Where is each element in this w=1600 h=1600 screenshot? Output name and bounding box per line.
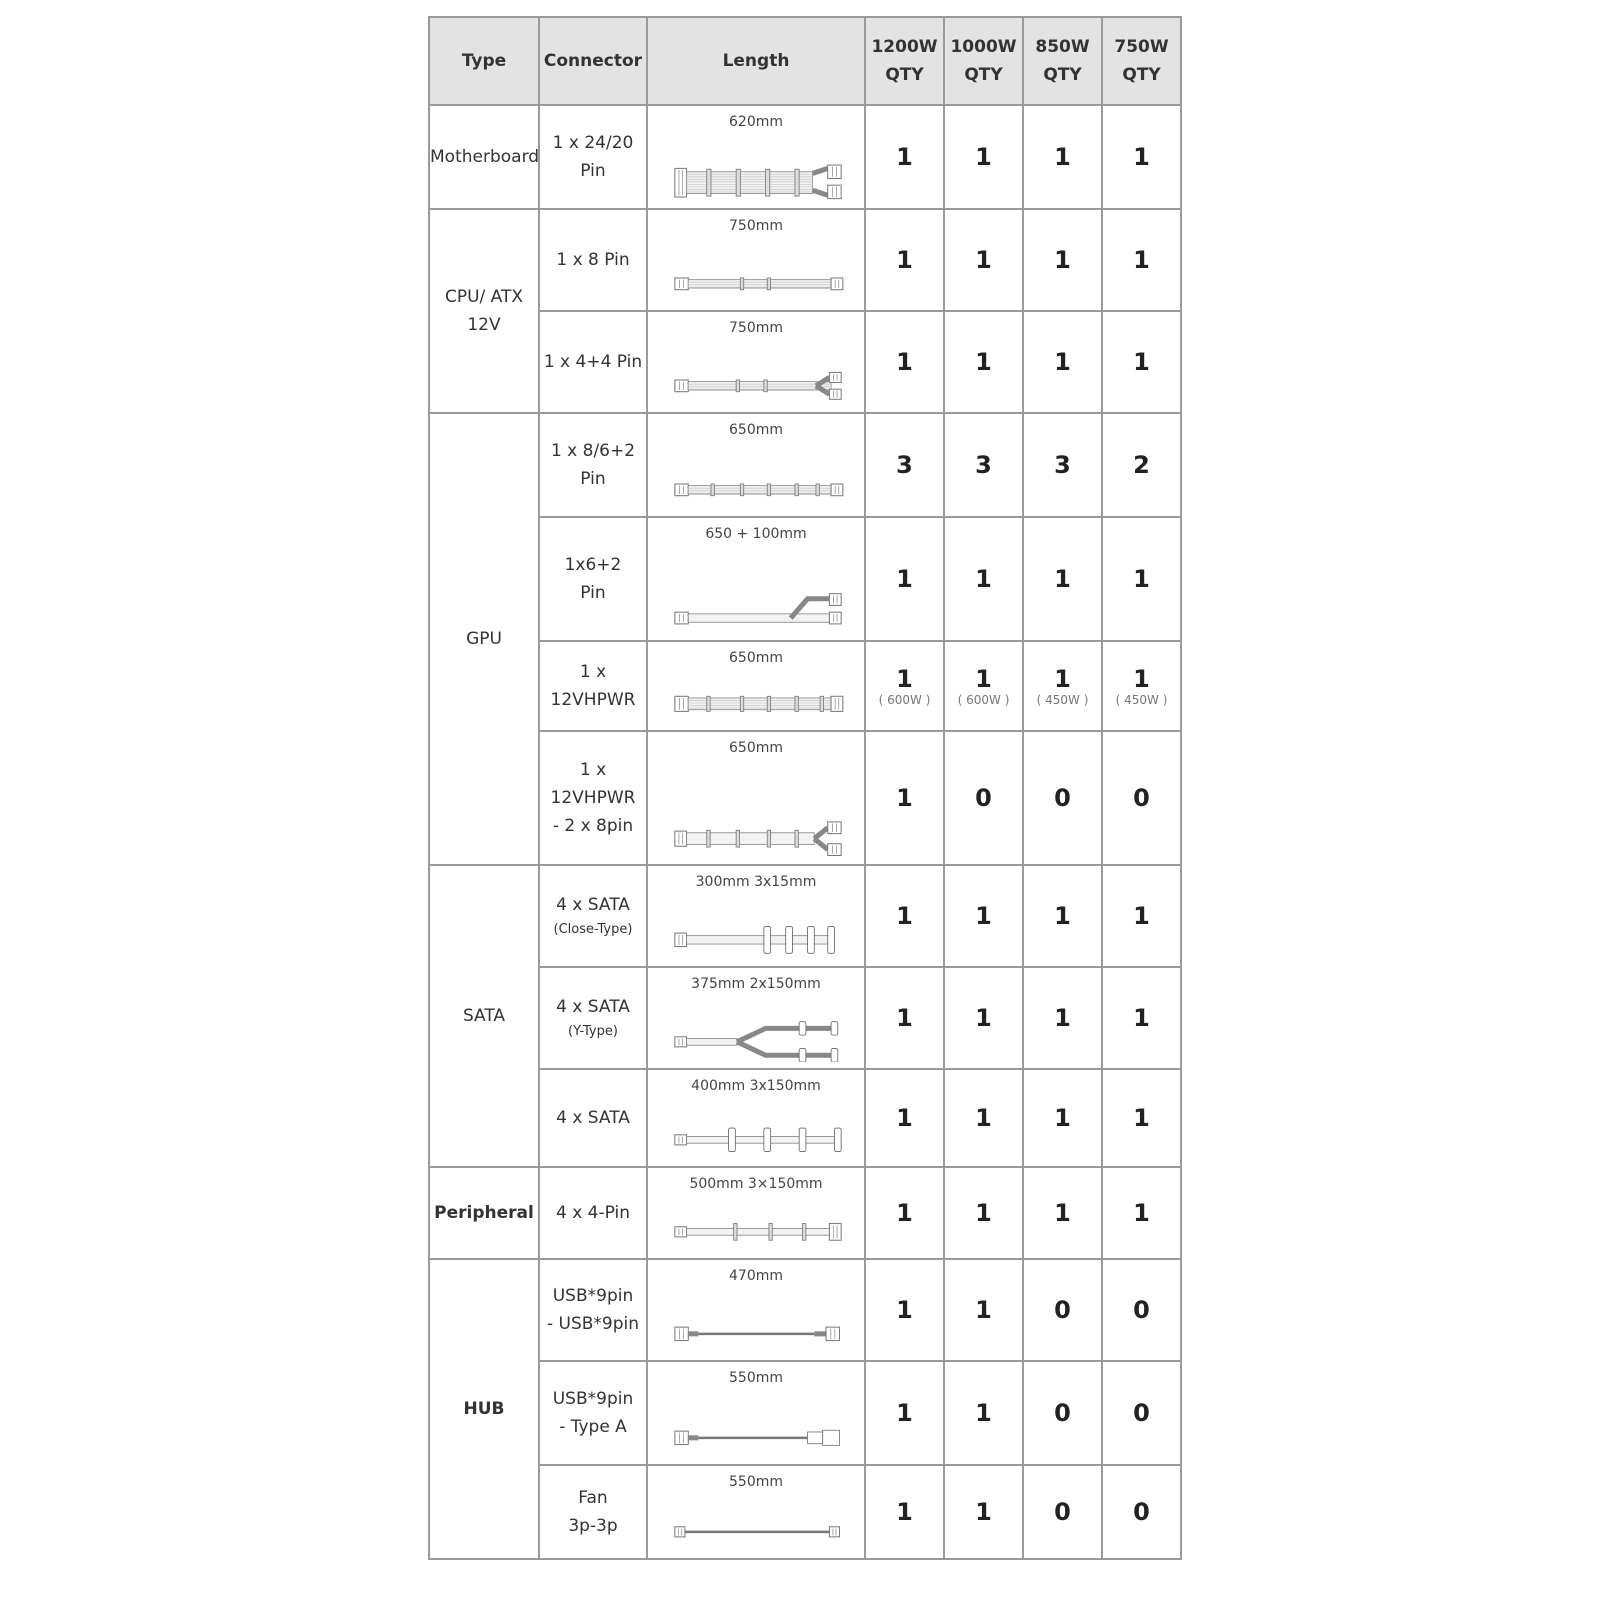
connector-cell — [539, 865, 647, 967]
qty-cell-1000w — [944, 1361, 1023, 1465]
length-cell — [647, 413, 865, 517]
qty-value: 1 — [975, 902, 992, 930]
table-row — [429, 413, 1181, 517]
connector-label: 1 x 4+4 Pin — [543, 352, 643, 372]
qty-cell-1200w — [865, 641, 944, 731]
qty-cell-1000w — [944, 413, 1023, 517]
usb9pin-cable-icon — [656, 1312, 860, 1354]
qty-cell-750w — [1102, 311, 1181, 413]
qty-value: 1 — [975, 665, 992, 693]
12vhpwr-cable-icon — [656, 682, 860, 724]
connector-label: USB*9pin - Type A — [552, 1389, 634, 1437]
qty-value: 3 — [1054, 451, 1071, 479]
qty-value: 0 — [1054, 1399, 1071, 1427]
connector-label: 4 x 4-Pin — [555, 1203, 630, 1223]
connector-label: 4 x SATA — [556, 1108, 630, 1128]
qty-value: 1 — [975, 1399, 992, 1427]
qty-value: 0 — [1133, 1399, 1150, 1427]
qty-value: 1 — [1133, 902, 1150, 930]
qty-cell-1200w — [865, 1361, 944, 1465]
qty-cell-850w — [1023, 1069, 1102, 1167]
qty-cell-750w — [1102, 1167, 1181, 1259]
length-label: 500mm 3×150mm — [689, 1176, 823, 1192]
qty-cell-1200w — [865, 1259, 944, 1361]
qty-cell-850w — [1023, 1167, 1102, 1259]
qty-cell-750w — [1102, 413, 1181, 517]
type-label: HUB — [463, 1399, 505, 1419]
connector-label: 1 x 24/20 Pin — [552, 133, 634, 181]
length-label: 550mm — [729, 1370, 783, 1386]
qty-value: 1 — [896, 1104, 913, 1132]
qty-value: 1 — [1054, 665, 1071, 693]
connector-label: 4 x SATA — [556, 895, 630, 915]
qty-value: 1 — [975, 1199, 992, 1227]
connector-label: 1 x 12VHPWR — [550, 662, 636, 710]
qty-cell-750w — [1102, 731, 1181, 865]
qty-value: 1 — [896, 246, 913, 274]
qty-value: 1 — [975, 143, 992, 171]
qty-value: 1 — [1054, 565, 1071, 593]
connector-cell — [539, 105, 647, 209]
qty-cell-850w — [1023, 209, 1102, 311]
qty-value: 1 — [1054, 348, 1071, 376]
sata-y-type-cable-icon — [656, 1020, 860, 1062]
length-label: 750mm — [729, 320, 783, 336]
cpu-4plus4-cable-icon — [656, 364, 860, 406]
qty-cell-1200w — [865, 731, 944, 865]
qty-value: 1 — [1133, 665, 1150, 693]
qty-value: 1 — [1054, 902, 1071, 930]
length-cell — [647, 105, 865, 209]
qty-value: 1 — [896, 348, 913, 376]
table-row — [429, 967, 1181, 1069]
qty-value: 1 — [896, 902, 913, 930]
length-cell — [647, 311, 865, 413]
length-label: 550mm — [729, 1474, 783, 1490]
type-label: CPU/ ATX 12V — [444, 287, 524, 335]
qty-cell-750w — [1102, 865, 1181, 967]
qty-value: 1 — [896, 665, 913, 693]
cpu-8pin-cable-icon — [656, 262, 860, 304]
qty-cell-1000w — [944, 209, 1023, 311]
qty-cell-750w — [1102, 967, 1181, 1069]
connector-label: 4 x SATA — [556, 997, 630, 1017]
length-cell — [647, 731, 865, 865]
connector-cell — [539, 967, 647, 1069]
atx-24pin-cable-icon — [656, 160, 860, 202]
qty-cell-1200w — [865, 1069, 944, 1167]
length-cell — [647, 1069, 865, 1167]
header-qty-850w: 850W QTY — [1023, 17, 1102, 105]
connector-label: Fan 3p-3p — [568, 1488, 618, 1536]
connector-subtype: (Y-Type) — [568, 1024, 618, 1039]
qty-cell-850w — [1023, 731, 1102, 865]
type-label: GPU — [466, 629, 502, 649]
connector-cell — [539, 1465, 647, 1559]
table-row — [429, 1069, 1181, 1167]
qty-value: 1 — [975, 1104, 992, 1132]
type-cell — [429, 865, 539, 1167]
type-label: Motherboard — [430, 147, 540, 167]
qty-value: 1 — [1054, 1104, 1071, 1132]
qty-value: 1 — [1054, 143, 1071, 171]
qty-cell-750w — [1102, 209, 1181, 311]
qty-cell-1000w — [944, 731, 1023, 865]
table-row — [429, 865, 1181, 967]
connector-cell — [539, 311, 647, 413]
qty-cell-750w — [1102, 1465, 1181, 1559]
qty-cell-1200w — [865, 865, 944, 967]
qty-cell-1000w — [944, 105, 1023, 209]
qty-cell-1200w — [865, 209, 944, 311]
qty-value: 1 — [1133, 565, 1150, 593]
qty-cell-1000w — [944, 1167, 1023, 1259]
qty-value: 1 — [896, 784, 913, 812]
qty-cell-1000w — [944, 865, 1023, 967]
qty-value: 0 — [1133, 1498, 1150, 1526]
sata-close-type-cable-icon — [656, 918, 860, 960]
qty-cell-750w — [1102, 105, 1181, 209]
connector-cell — [539, 517, 647, 641]
length-cell — [647, 1167, 865, 1259]
type-label: Peripheral — [434, 1203, 534, 1223]
qty-cell-1200w — [865, 311, 944, 413]
length-cell — [647, 967, 865, 1069]
qty-note: ( 600W ) — [878, 693, 931, 707]
qty-cell-1000w — [944, 517, 1023, 641]
qty-value: 1 — [1133, 1199, 1150, 1227]
qty-value: 3 — [975, 451, 992, 479]
length-cell — [647, 1259, 865, 1361]
qty-note: ( 600W ) — [957, 693, 1010, 707]
qty-cell-750w — [1102, 1259, 1181, 1361]
qty-value: 1 — [975, 565, 992, 593]
fan-3pin-cable-icon — [656, 1510, 860, 1552]
table-row — [429, 517, 1181, 641]
qty-value: 1 — [975, 1004, 992, 1032]
table-row — [429, 731, 1181, 865]
type-cell — [429, 1259, 539, 1559]
qty-value: 1 — [975, 1498, 992, 1526]
qty-value: 1 — [1133, 1004, 1150, 1032]
sata-cable-icon — [656, 1118, 860, 1160]
length-cell — [647, 517, 865, 641]
qty-cell-850w — [1023, 1361, 1102, 1465]
length-cell — [647, 1361, 865, 1465]
header-qty-1200w: 1200W QTY — [865, 17, 944, 105]
qty-value: 1 — [896, 143, 913, 171]
header-connector: Connector — [539, 17, 647, 105]
qty-value: 1 — [896, 1498, 913, 1526]
length-cell — [647, 209, 865, 311]
qty-cell-850w — [1023, 1465, 1102, 1559]
qty-value: 1 — [896, 1004, 913, 1032]
12vhpwr-2x8pin-cable-icon — [656, 816, 860, 858]
table-row — [429, 105, 1181, 209]
length-label: 650mm — [729, 422, 783, 438]
table-row — [429, 1259, 1181, 1361]
qty-cell-850w — [1023, 105, 1102, 209]
table-row — [429, 1465, 1181, 1559]
length-label: 400mm 3x150mm — [691, 1078, 821, 1094]
qty-value: 0 — [1054, 1296, 1071, 1324]
type-cell — [429, 209, 539, 413]
connector-label: 1 x 8/6+2 Pin — [550, 441, 636, 489]
type-cell — [429, 413, 539, 865]
type-label: SATA — [462, 1006, 506, 1026]
qty-value: 1 — [975, 348, 992, 376]
qty-value: 1 — [1133, 1104, 1150, 1132]
qty-cell-1200w — [865, 967, 944, 1069]
qty-cell-1200w — [865, 1167, 944, 1259]
connector-cell — [539, 209, 647, 311]
length-label: 650mm — [729, 650, 783, 666]
header-qty-750w: 750W QTY — [1102, 17, 1181, 105]
qty-value: 1 — [1054, 1004, 1071, 1032]
qty-note: ( 450W ) — [1115, 693, 1168, 707]
qty-value: 0 — [1133, 1296, 1150, 1324]
length-label: 300mm 3x15mm — [695, 874, 817, 890]
header-length: Length — [647, 17, 865, 105]
length-cell — [647, 641, 865, 731]
qty-value: 1 — [1054, 246, 1071, 274]
connector-cell — [539, 731, 647, 865]
connector-label: USB*9pin - USB*9pin — [546, 1286, 640, 1334]
qty-value: 3 — [896, 451, 913, 479]
qty-value: 1 — [896, 1399, 913, 1427]
qty-cell-1200w — [865, 517, 944, 641]
qty-cell-850w — [1023, 517, 1102, 641]
table-row — [429, 1361, 1181, 1465]
qty-value: 0 — [975, 784, 992, 812]
header-row — [429, 17, 1181, 105]
table-row — [429, 311, 1181, 413]
length-cell — [647, 865, 865, 967]
qty-cell-1000w — [944, 311, 1023, 413]
qty-value: 1 — [896, 1296, 913, 1324]
connector-cell — [539, 641, 647, 731]
qty-cell-750w — [1102, 1069, 1181, 1167]
header-qty-1000w: 1000W QTY — [944, 17, 1023, 105]
table-body — [429, 105, 1181, 1559]
qty-value: 1 — [1054, 1199, 1071, 1227]
usb9pin-typea-cable-icon — [656, 1416, 860, 1458]
connector-cell — [539, 1167, 647, 1259]
length-label: 650mm — [729, 740, 783, 756]
qty-value: 1 — [975, 1296, 992, 1324]
qty-cell-850w — [1023, 865, 1102, 967]
connector-label: 1 x 8 Pin — [556, 250, 630, 270]
qty-value: 0 — [1054, 784, 1071, 812]
type-cell — [429, 105, 539, 209]
qty-cell-1000w — [944, 641, 1023, 731]
header-type: Type — [429, 17, 539, 105]
connector-label: 1 x 12VHPWR - 2 x 8pin — [550, 760, 636, 836]
qty-cell-1000w — [944, 967, 1023, 1069]
type-cell — [429, 1167, 539, 1259]
qty-cell-1000w — [944, 1069, 1023, 1167]
qty-value: 1 — [1133, 246, 1150, 274]
qty-value: 1 — [975, 246, 992, 274]
qty-cell-750w — [1102, 641, 1181, 731]
length-label: 750mm — [729, 218, 783, 234]
qty-note: ( 450W ) — [1036, 693, 1089, 707]
qty-cell-850w — [1023, 1259, 1102, 1361]
qty-cell-1200w — [865, 105, 944, 209]
molex-cable-icon — [656, 1210, 860, 1252]
qty-value: 1 — [896, 565, 913, 593]
qty-value: 2 — [1133, 451, 1150, 479]
pcie-daisy-chain-cable-icon — [656, 592, 860, 634]
qty-cell-1200w — [865, 413, 944, 517]
table-row — [429, 209, 1181, 311]
connector-subtype: (Close-Type) — [553, 922, 633, 937]
qty-cell-1000w — [944, 1259, 1023, 1361]
connector-cell — [539, 413, 647, 517]
qty-value: 1 — [896, 1199, 913, 1227]
qty-cell-750w — [1102, 1361, 1181, 1465]
connector-cell — [539, 1259, 647, 1361]
connector-cell — [539, 1069, 647, 1167]
pcie-8pin-cable-icon — [656, 468, 860, 510]
qty-cell-850w — [1023, 641, 1102, 731]
connector-cell — [539, 1361, 647, 1465]
length-label: 470mm — [729, 1268, 783, 1284]
length-label: 650 + 100mm — [705, 526, 807, 542]
qty-cell-1000w — [944, 1465, 1023, 1559]
qty-value: 1 — [1133, 348, 1150, 376]
qty-cell-850w — [1023, 413, 1102, 517]
length-label: 375mm 2x150mm — [691, 976, 821, 992]
length-label: 620mm — [729, 114, 783, 130]
table-row — [429, 641, 1181, 731]
qty-value: 1 — [1133, 143, 1150, 171]
connector-label: 1x6+2 Pin — [564, 555, 622, 603]
table-row — [429, 1167, 1181, 1259]
qty-value: 0 — [1054, 1498, 1071, 1526]
qty-value: 0 — [1133, 784, 1150, 812]
qty-cell-750w — [1102, 517, 1181, 641]
qty-cell-850w — [1023, 311, 1102, 413]
cable-spec-table — [428, 16, 1182, 1560]
length-cell — [647, 1465, 865, 1559]
qty-cell-1200w — [865, 1465, 944, 1559]
qty-cell-850w — [1023, 967, 1102, 1069]
